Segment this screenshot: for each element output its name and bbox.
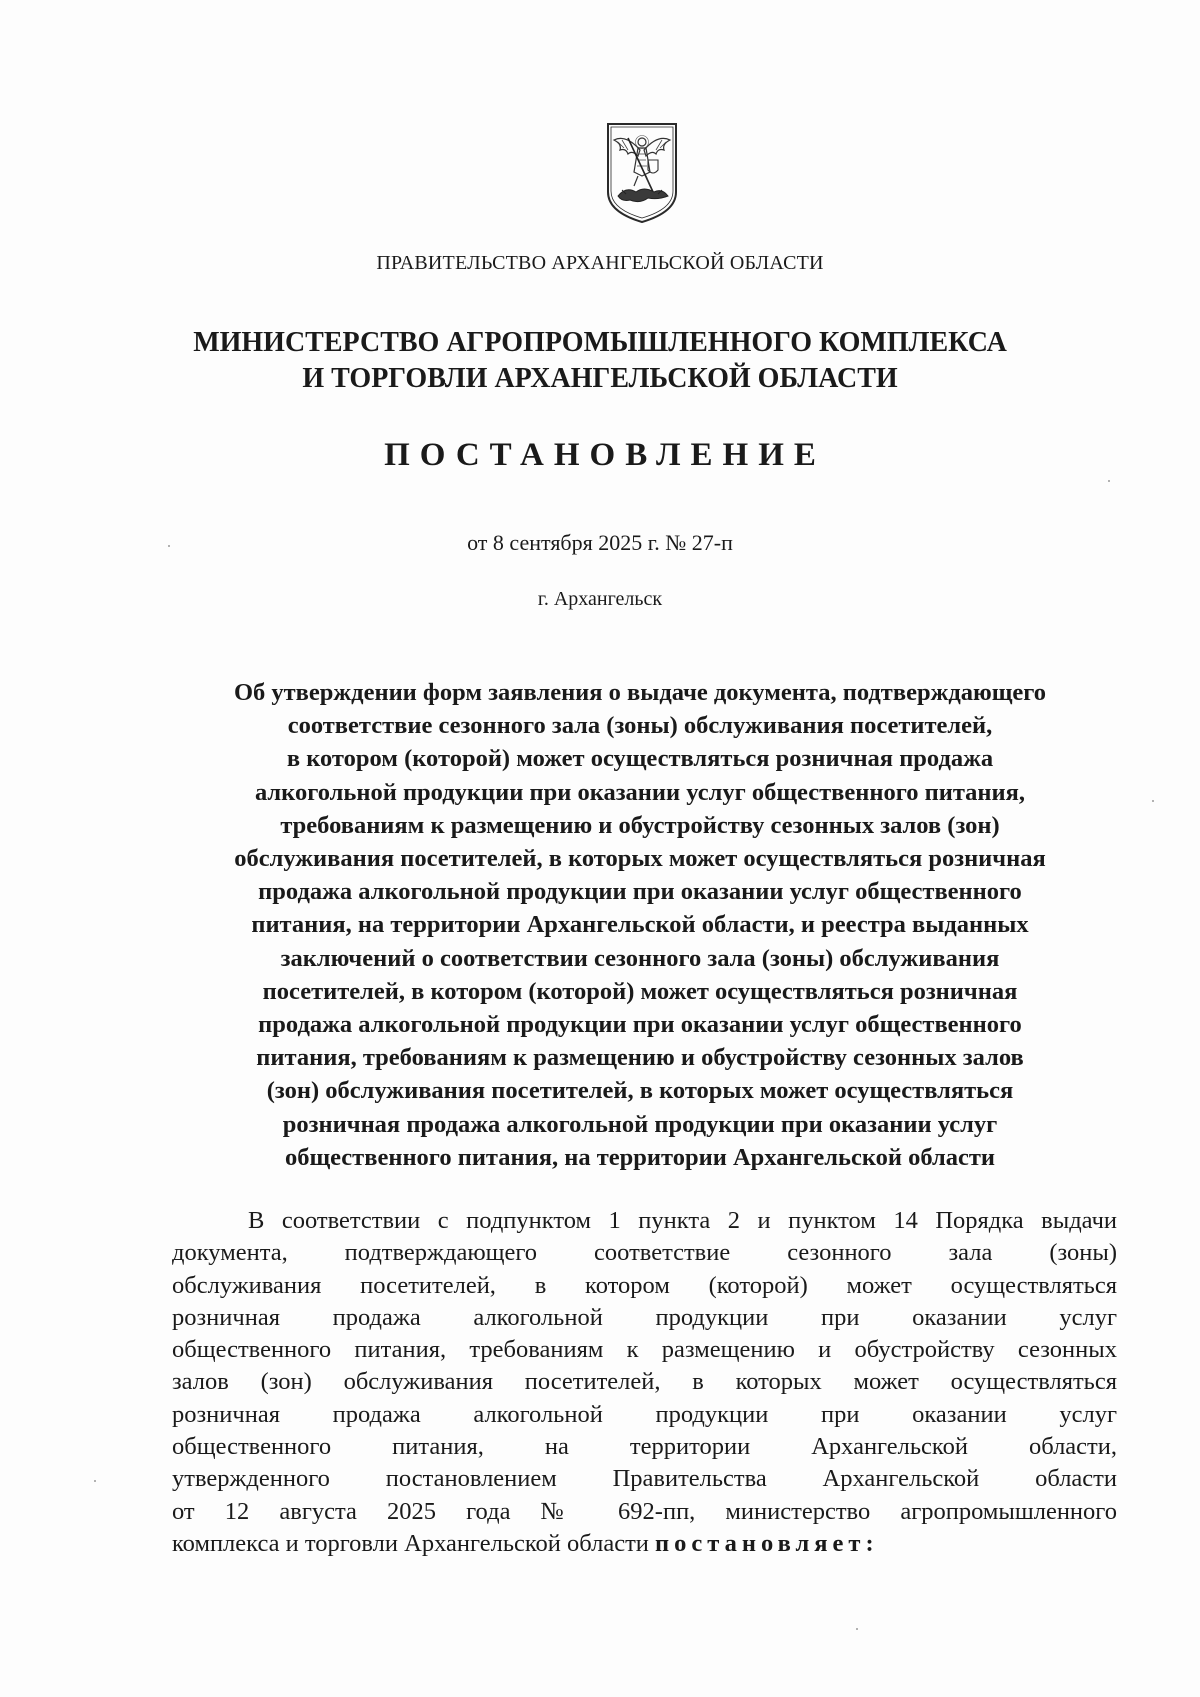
title-line: питания, на территории Архангельской области, и реестра выданных xyxy=(251,911,1029,939)
title-line: продажа алкогольной продукции при оказании услуг общественного xyxy=(258,878,1022,906)
body-line: утвержденного постановлением Правительства Архангельской области xyxy=(172,1465,1117,1493)
title-line: общественного питания, на территории Архангельской области xyxy=(284,1143,996,1171)
body-line: обслуживания посетителей, в котором (которой) может осуществляться xyxy=(172,1271,1117,1299)
resolution-keyword: постановляет: xyxy=(655,1529,879,1557)
government-name: ПРАВИТЕЛЬСТВО АРХАНГЕЛЬСКОЙ ОБЛАСТИ xyxy=(376,252,824,274)
ministry-name-line: МИНИСТЕРСТВО АГРОПРОМЫШЛЕННОГО КОМПЛЕКСА xyxy=(193,327,1007,358)
title-line: требованиям к размещению и обустройству сезонных залов (зон) xyxy=(280,811,1000,839)
archangel-coat-of-arms-icon xyxy=(604,120,680,224)
document-type: ПОСТАНОВЛЕНИЕ xyxy=(384,437,826,473)
title-line: в котором (которой) может осуществляться розничная продажа xyxy=(286,745,994,773)
title-line: соответствие сезонного зала (зоны) обслуживания посетителей, xyxy=(287,712,993,740)
title-line: (зон) обслуживания посетителей, в которых может осуществляться xyxy=(266,1077,1014,1105)
body-line-final xyxy=(172,1528,1117,1560)
scan-speck xyxy=(1108,480,1110,482)
title-line: Об утверждении форм заявления о выдаче документа, подтверждающего xyxy=(233,679,1047,706)
ministry-name xyxy=(0,325,1200,397)
document-city: г. Архангельск xyxy=(537,588,663,610)
scan-speck xyxy=(94,1480,96,1482)
title-line: обслуживания посетителей, в которых может осуществляться розничная xyxy=(234,845,1046,873)
document-date-number: от 8 сентября 2025 г. № 27-п xyxy=(467,530,733,555)
body-line: залов (зон) обслуживания посетителей, в которых может осуществляться xyxy=(172,1368,1117,1396)
title-line: алкогольной продукции при оказании услуг общественного питания, xyxy=(254,778,1026,806)
body-line: В соответствии с подпунктом 1 пункта 2 и пунктом 14 Порядка выдачи xyxy=(248,1207,1117,1234)
scan-speck xyxy=(1152,800,1154,802)
ministry-name-line: И ТОРГОВЛИ АРХАНГЕЛЬСКОЙ ОБЛАСТИ xyxy=(302,363,898,394)
body-line: розничная продажа алкогольной продукции при оказании услуг xyxy=(172,1303,1117,1331)
document-title xyxy=(170,676,1110,1174)
body-last-text: комплекса и торговли Архангельской области xyxy=(172,1529,649,1557)
scan-speck xyxy=(168,545,170,547)
title-line: продажа алкогольной продукции при оказании услуг общественного xyxy=(258,1011,1022,1039)
scan-speck xyxy=(856,1628,858,1630)
title-line: посетителей, в котором (которой) может осуществляться розничная xyxy=(262,977,1018,1005)
title-line: питания, требованиям к размещению и обустройству сезонных залов xyxy=(256,1044,1024,1072)
title-line: заключений о соответствии сезонного зала (зоны) обслуживания xyxy=(280,944,1000,972)
body-line: общественного питания, требованиям к размещению и обустройству сезонных xyxy=(172,1336,1117,1364)
body-line: от 12 августа 2025 года № 692-пп, министерство агропромышленного xyxy=(172,1497,1117,1525)
body-line: общественного питания, на территории Архангельской области, xyxy=(172,1433,1117,1461)
body-line: документа, подтверждающего соответствие сезонного зала (зоны) xyxy=(172,1239,1117,1267)
body-line: розничная продажа алкогольной продукции при оказании услуг xyxy=(172,1400,1117,1428)
title-line: розничная продажа алкогольной продукции при оказании услуг xyxy=(282,1110,998,1138)
document-body-paragraph xyxy=(172,1205,1117,1560)
